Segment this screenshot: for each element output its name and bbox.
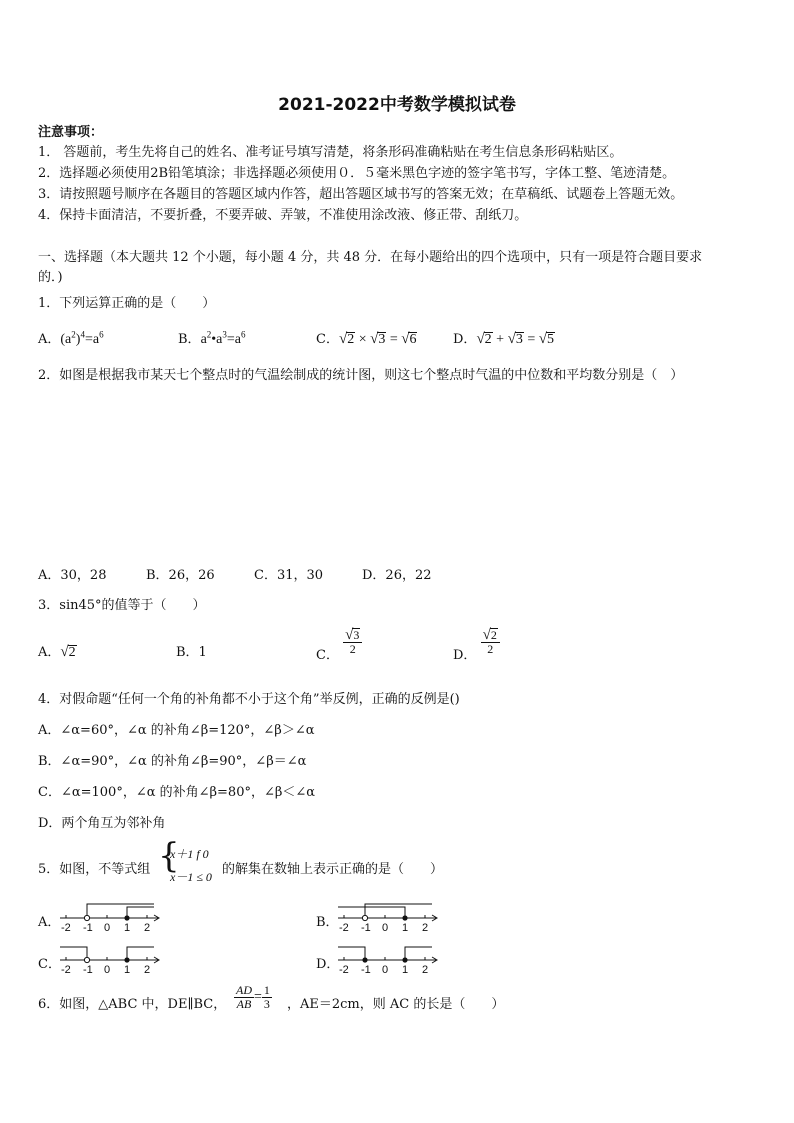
q5-label-d: D． — [316, 957, 340, 972]
q4-option-b: B．∠α=90°，∠α 的补角∠β=90°，∠β＝∠α — [38, 754, 307, 769]
q3-option-d: D． $\frac{√2}{2}$ — [453, 628, 500, 656]
q4-option-d: D．两个角互为邻补角 — [38, 816, 166, 831]
svg-text:-1: -1 — [83, 922, 93, 934]
q4-option-a: A．∠α=60°，∠α 的补角∠β=120°，∠β＞∠α — [38, 723, 315, 738]
q5-inequality-2: x－1 ≤ 0 — [170, 870, 212, 884]
svg-text:-2: -2 — [61, 922, 71, 934]
q3-stem: 3．sin45°的值等于（ ） — [38, 598, 206, 613]
q5-inequality-system — [158, 836, 224, 888]
svg-text:1: 1 — [124, 964, 131, 976]
q4-option-c: C．∠α=100°，∠α 的补角∠β=80°，∠β＜∠α — [38, 785, 316, 800]
q5-label-b: B． — [316, 915, 339, 930]
q2-option-b: B．26，26 — [146, 568, 215, 583]
section-heading-line1: 一、选择题（本大题共 12 个小题，每小题 4 分，共 48 分．在每小题给出的四个选项中，只有一项是符合题目要求 — [38, 250, 703, 265]
svg-text:-1: -1 — [361, 922, 371, 934]
svg-text:2: 2 — [144, 922, 151, 934]
page-title: 2021-2022中考数学模拟试卷 — [278, 95, 516, 115]
svg-text:0: 0 — [104, 964, 111, 976]
notice-item-3: 3．请按照题号顺序在各题目的答题区域内作答，超出答题区域书写的答案无效；在草稿纸、试题卷上答题无效。 — [38, 187, 684, 202]
q5-stem-post: 的解集在数轴上表示正确的是（ ） — [222, 862, 444, 877]
svg-text:1: 1 — [402, 964, 409, 976]
svg-text:-1: -1 — [83, 964, 93, 976]
q5-number-line-d — [336, 942, 442, 976]
q6-ratio: $\frac{AD}{AB}$ = $\frac{1}{3}$ — [236, 983, 270, 1011]
q3-option-c: C． $\frac{√3}{2}$ — [316, 628, 362, 656]
q2-option-a: A．30，28 — [38, 568, 107, 583]
svg-text:1: 1 — [402, 922, 409, 934]
svg-text:0: 0 — [382, 964, 389, 976]
q5-inequality-1: x＋1 f 0 — [170, 847, 209, 861]
q3-option-b: B．1 — [176, 645, 207, 660]
q2-stem: 2．如图是根据我市某天七个整点时的气温绘制成的统计图，则这七个整点时气温的中位数和平均数分别是（ ） — [38, 368, 684, 383]
q5-stem-pre: 5．如图，不等式组 — [38, 862, 151, 877]
q2-option-d: D．26，22 — [362, 568, 432, 583]
svg-text:0: 0 — [382, 922, 389, 934]
q5-label-c: C． — [38, 957, 61, 972]
q6-stem-pre: 6．如图，△ABC 中，DE∥BC， — [38, 997, 227, 1012]
svg-text:2: 2 — [144, 964, 151, 976]
notice-item-4: 4．保持卡面清洁，不要折叠，不要弄破、弄皱，不准使用涂改液、修正带、刮纸刀。 — [38, 208, 528, 223]
q4-stem: 4．对假命题“任何一个角的补角都不小于这个角”举反例，正确的反例是() — [38, 692, 460, 707]
brace-icon: { — [158, 836, 180, 876]
svg-text:-2: -2 — [339, 922, 349, 934]
svg-text:-2: -2 — [339, 964, 349, 976]
notice-heading: 注意事项： — [38, 125, 104, 140]
q1-option-c: C．√2 × √3 = √6 — [316, 331, 417, 347]
q2-option-c: C．31，30 — [254, 568, 324, 583]
notice-item-2: 2．选择题必须使用2B铅笔填涂；非选择题必须使用０．５毫米黑色字迹的签字笔书写，字体工整、笔迹清楚。 — [38, 166, 676, 181]
q5-number-line-c — [58, 942, 164, 976]
q6-stem-post: ，AE＝2cm，则 AC 的长是（ ） — [287, 997, 505, 1012]
q5-number-line-b — [336, 900, 442, 934]
q5-number-line-a — [58, 900, 164, 934]
section-heading-line2: 的．) — [38, 270, 63, 285]
svg-text:-1: -1 — [361, 964, 371, 976]
q1-option-d: D．√2 + √3 = √5 — [453, 331, 554, 347]
svg-text:2: 2 — [422, 964, 429, 976]
q5-label-a: A． — [38, 915, 61, 930]
q3-option-a: A．√2 — [38, 644, 76, 660]
svg-text:1: 1 — [124, 922, 131, 934]
svg-text:0: 0 — [104, 922, 111, 934]
q1-option-b: B．$a^2•a^3=a^6$ — [178, 329, 246, 347]
notice-item-1: 1． 答题前，考生先将自己的姓名、准考证号填写清楚，将条形码准确粘贴在考生信息条形码粘贴区。 — [38, 145, 623, 160]
svg-text:2: 2 — [422, 922, 429, 934]
q1-stem: 1．下列运算正确的是（ ） — [38, 296, 216, 311]
q1-option-a: A．$(a^2)^4=a^6$ — [38, 329, 104, 347]
svg-text:-2: -2 — [61, 964, 71, 976]
